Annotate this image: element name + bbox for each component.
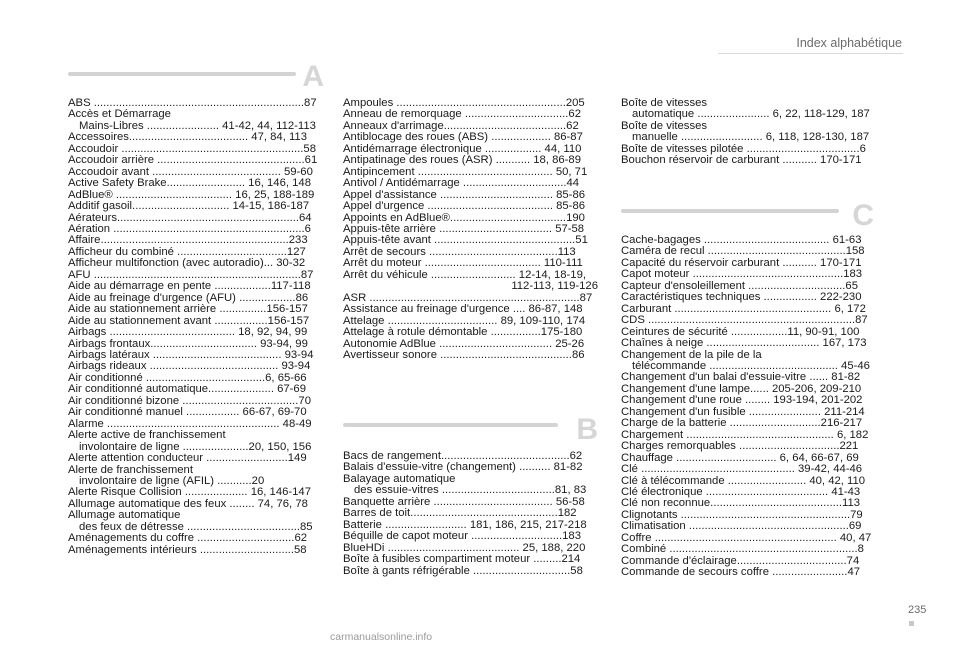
- index-entry-text: involontaire de ligne (AFIL) ...........20: [79, 474, 265, 487]
- page-header-title: Index alphabétique: [796, 36, 902, 50]
- index-entry-text: Appoints en AdBlue®.....................................190: [343, 211, 585, 224]
- index-entry-text: Alerte active de franchissement: [68, 429, 226, 442]
- index-entry: [343, 155, 598, 166]
- index-entry-text: Capot moteur ................................................183: [621, 268, 863, 281]
- index-entry-text: Attelage ................................... 89, 109-110, 174: [343, 314, 586, 327]
- index-entry-text: Attelage à rotule démontable ................175-180: [343, 326, 583, 339]
- index-entry: [621, 441, 874, 452]
- index-entry: [68, 407, 321, 418]
- index-entry-text: Anneau de remorquage .................................62: [343, 108, 581, 121]
- index-column-1: [68, 98, 321, 556]
- index-entry: [343, 508, 598, 519]
- index-column-2-a: [343, 98, 598, 361]
- index-entry-text: Air conditionné automatique..................... 67-69: [68, 383, 306, 396]
- index-entry-text: Boîte de vitesses: [621, 97, 708, 109]
- index-entry: [68, 545, 321, 556]
- index-entry-text: Additif gasoil............................... 14-15, 186-187: [68, 200, 310, 213]
- index-entry-text: Caméra de recul ............................................158: [621, 245, 865, 258]
- index-entry-text: Coffre .......................................................... 40, 47: [621, 531, 872, 544]
- index-entry-text: Chauffage ................................ 6, 64, 66-67, 69: [621, 451, 859, 464]
- index-entry-text: Aménagements intérieurs ..............................58: [68, 543, 307, 556]
- index-entry: [621, 315, 874, 326]
- index-entry-text: Combiné ............................................................8: [621, 543, 864, 556]
- index-entry-text: Cache-bagages ........................................ 61-63: [621, 234, 862, 246]
- index-entry-text: ASR ...................................................................87: [343, 291, 593, 304]
- index-entry-text: Aide au freinage d'urgence (AFU) ..................86: [68, 291, 309, 304]
- index-entry-text: Airbags ........................................ 18, 92, 94, 99: [68, 326, 308, 339]
- index-entry: [68, 430, 321, 441]
- section-a-divider: [68, 60, 324, 93]
- index-entry-text: Capacité du réservoir carburant ........... 170-171: [621, 256, 862, 269]
- index-entry-text: Clé ................................................. 39-42, 44-46: [621, 463, 863, 476]
- index-entry-text: AFU ..................................................................87: [68, 268, 314, 281]
- index-entry: [68, 327, 321, 338]
- index-entry-text: télécommande ......................................... 45-46: [632, 359, 870, 372]
- index-entry-text: 112-113, 119-126: [511, 280, 598, 293]
- index-entry-text: Anneaux d'arrimage.......................................62: [343, 119, 579, 132]
- index-entry: [343, 304, 598, 315]
- index-entry-text: Airbags frontaux.................................. 93-94, 99: [68, 337, 308, 350]
- index-entry-text: Antidémarrage électronique .................. 44, 110: [343, 142, 582, 155]
- index-entry-text: Batterie .......................... 181, 186, 215, 217-218: [343, 518, 587, 531]
- index-entry: [68, 155, 321, 166]
- index-entry-text: Assistance au freinage d'urgence .... 86-87, 148: [343, 303, 583, 316]
- index-entry: [621, 567, 874, 578]
- index-entry-text: Clignotants ......................................................79: [621, 508, 863, 521]
- index-entry-text: manuelle .......................... 6, 118, 128-130, 187: [632, 131, 870, 144]
- header-rule: [718, 53, 903, 54]
- index-entry: [621, 155, 874, 166]
- index-entry-text: Climatisation ...................................................69: [621, 520, 862, 533]
- section-a-bar: [68, 72, 296, 76]
- index-entry-text: Antivol / Antidémarrage .................................44: [343, 177, 580, 190]
- index-entry-text: des feux de détresse ....................................85: [79, 520, 313, 533]
- index-entry: [343, 554, 598, 565]
- index-entry-text: Boîte à gants réfrigérable ...............................58: [343, 564, 583, 577]
- index-entry-text: Béquille de capot moteur .............................183: [343, 530, 581, 543]
- index-entry-text: Aide au stationnement arrière ...............156-157: [68, 303, 308, 316]
- index-entry-text: Charge de la batterie .............................216-217: [621, 417, 863, 430]
- index-entry-text: Charges remorquables ................................221: [621, 440, 859, 453]
- index-entry-text: Changement d'une lampe...... 205-206, 209-210: [621, 382, 862, 395]
- index-entry-text: Air conditionné bizone .....................................70: [68, 394, 311, 407]
- index-entry: [621, 418, 874, 429]
- index-entry: [343, 201, 598, 212]
- index-entry-text: Aide au démarrage en pente ..................117-118: [68, 280, 311, 293]
- section-b-bar: [343, 423, 558, 427]
- index-entry-text: Affaire............................................................233: [68, 234, 308, 247]
- index-entry-text: involontaire de ligne .....................20, 150, 156: [79, 440, 312, 453]
- index-entry-text: Clé à télécommande ......................... 40, 42, 110: [621, 474, 866, 487]
- index-entry-text: Appuis-tête avant .............................................51: [343, 234, 588, 247]
- index-entry-text: Alerte de franchissement: [68, 463, 193, 476]
- index-entry-text: Bacs de rangement.........................................62: [343, 450, 583, 462]
- index-entry-text: Chaînes à neige .................................... 167, 173: [621, 337, 867, 350]
- index-entry-text: Aide au stationnement avant .................156-157: [68, 314, 310, 327]
- index-column-3-a: [621, 98, 874, 167]
- index-entry: [343, 178, 598, 189]
- index-entry-text: Avertisseur sonore ..........................................86: [343, 348, 585, 361]
- index-entry: [68, 533, 321, 544]
- index-entry-text: Ceintures de sécurité ..................11, 90-91, 100: [621, 325, 860, 338]
- index-entry-text: Accoudoir arrière ...............................................61: [68, 154, 318, 167]
- index-entry-text: Chargement ............................................... 6, 182: [621, 428, 869, 441]
- index-entry: [343, 281, 598, 292]
- section-c-divider: [621, 196, 874, 230]
- index-entry: [621, 464, 874, 475]
- page-number: 235: [908, 604, 927, 616]
- index-entry-text: Afficheur multifonction (avec autoradio)... 30-32: [68, 257, 306, 270]
- corner-marker: [909, 621, 914, 626]
- index-entry-text: Air conditionné ......................................6, 65-66: [68, 371, 307, 384]
- index-entry-text: Aménagements du coffre ...............................62: [68, 532, 308, 545]
- index-entry-text: Allumage automatique des feux ........ 74, 76, 78: [68, 497, 308, 510]
- section-b-letter: B: [576, 413, 598, 446]
- index-entry: [621, 544, 874, 555]
- index-entry: [343, 531, 598, 542]
- index-entry-text: Banquette arrière ...................................... 56-58: [343, 495, 585, 508]
- index-entry-text: Appel d'urgence ........................................ 85-86: [343, 200, 586, 213]
- index-entry-text: Appuis-tête arrière .................................... 57-58: [343, 222, 585, 235]
- index-entry: [343, 566, 598, 577]
- index-entry-text: Changement d'un fusible ....................... 211-214: [621, 405, 865, 418]
- index-entry-text: Airbags rideaux ......................................... 93-94: [68, 360, 311, 373]
- index-column-3-b: [621, 235, 874, 579]
- index-entry-text: Bouchon réservoir de carburant ........... 170-171: [621, 154, 862, 167]
- index-entry-text: Afficheur du combiné ...................................127: [68, 245, 306, 258]
- index-entry-text: Accoudoir avant ......................................... 59-60: [68, 165, 313, 178]
- index-entry-text: ABS ...................................................................87: [68, 97, 317, 109]
- index-entry-text: BlueHDi .......................................... 25, 188, 220: [343, 541, 586, 554]
- index-entry-text: Autonomie AdBlue .................................... 25-26: [343, 337, 585, 350]
- index-entry-text: Mains-Libres ....................... 41-42, 44, 112-113: [79, 119, 316, 132]
- index-entry: [68, 304, 321, 315]
- index-entry-text: Commande d'éclairage...................................74: [621, 554, 860, 567]
- index-entry: [343, 350, 598, 361]
- index-entry-text: Active Safety Brake......................... 16, 146, 148: [68, 177, 311, 190]
- index-entry: [68, 201, 321, 212]
- index-entry-text: Boîte de vitesses pilotée ....................................6: [621, 142, 866, 155]
- index-entry-text: des essuie-vitres ....................................81, 83: [354, 484, 587, 497]
- index-entry-text: Alerte attention conducteur ..........................149: [68, 452, 307, 465]
- section-b-divider: [343, 413, 598, 446]
- index-entry-text: Antipincement ........................................... 50, 71: [343, 165, 588, 178]
- index-entry-text: CDS ..................................................................87: [621, 314, 868, 327]
- index-entry-text: Ampoules ......................................................205: [343, 97, 585, 109]
- index-entry: [68, 281, 321, 292]
- index-entry-text: Changement d'un balai d'essuie-vitre ...... 81-82: [621, 371, 861, 384]
- index-entry-text: Alarme ....................................................... 48-49: [68, 417, 312, 430]
- index-entry-text: Changement d'une roue ........ 193-194, 201-202: [621, 394, 863, 407]
- index-entry-text: automatique ....................... 6, 22, 118-129, 187: [632, 108, 870, 121]
- index-entry-text: Caractéristiques techniques ................. 222-230: [621, 291, 862, 304]
- index-entry-text: Airbags latéraux ......................................... 93-94: [68, 348, 314, 361]
- section-a-letter: A: [302, 60, 324, 93]
- index-entry-text: Changement de la pile de la: [621, 348, 762, 361]
- index-entry-text: Boîte de vitesses: [621, 119, 708, 132]
- index-entry-text: Arrêt du véhicule ........................... 12-14, 18-19,: [343, 268, 586, 281]
- index-entry-text: Barres de toit...............................................182: [343, 507, 577, 520]
- index-entry-text: Alerte Risque Collision .................... 16, 146-147: [68, 486, 311, 499]
- index-entry-text: AdBlue® ..................................... 16, 25, 188-189: [68, 188, 315, 201]
- index-entry: [68, 178, 321, 189]
- index-entry-text: Arrêt du moteur ..................................... 110-111: [343, 257, 583, 270]
- section-c-letter: C: [852, 199, 874, 232]
- index-entry-text: Balayage automatique: [343, 472, 456, 485]
- index-entry-text: Boîte à fusibles compartiment moteur .........214: [343, 553, 581, 566]
- index-entry-text: Carburant .................................................. 6, 172: [621, 302, 866, 315]
- index-entry-text: Air conditionné manuel ................. 66-67, 69-70: [68, 406, 307, 419]
- index-entry-text: Appel d'assistance .................................... 85-86: [343, 188, 586, 201]
- index-entry-text: Accoudoir ..........................................................58: [68, 142, 316, 155]
- index-entry-text: Antipatinage des roues (ASR) ........... 18, 86-89: [343, 154, 581, 167]
- index-entry-text: Clé non reconnue..........................................113: [621, 497, 861, 510]
- index-entry: [343, 327, 598, 338]
- index-entry-text: Aération .............................................................6: [68, 222, 311, 235]
- index-entry-text: Accès et Démarrage: [68, 108, 171, 121]
- index-entry: [68, 453, 321, 464]
- index-entry-text: Balais d'essuie-vitre (changement) .......... 81-82: [343, 461, 583, 474]
- index-entry-text: Commande de secours coffre ........................47: [621, 566, 861, 579]
- watermark: carmanualsonline.info: [330, 631, 433, 643]
- index-entry-text: Allumage automatique: [68, 509, 181, 522]
- index-entry-text: Clé électronique ....................................... 41-43: [621, 485, 861, 498]
- index-entry-text: Antiblocage des roues (ABS) ................... 86-87: [343, 131, 583, 144]
- section-c-bar: [621, 209, 839, 213]
- index-column-2-b: [343, 451, 598, 577]
- index-entry-text: Capteur d'ensoleillement ...............................65: [621, 279, 858, 292]
- index-entry-text: Aérateurs..........................................................64: [68, 211, 312, 224]
- index-entry-text: Arrêt de secours .........................................113: [343, 245, 576, 258]
- index-entry-text: Accessoires...................................... 47, 84, 113: [68, 131, 307, 144]
- index-entry: [621, 292, 874, 303]
- index-entry: [621, 338, 874, 349]
